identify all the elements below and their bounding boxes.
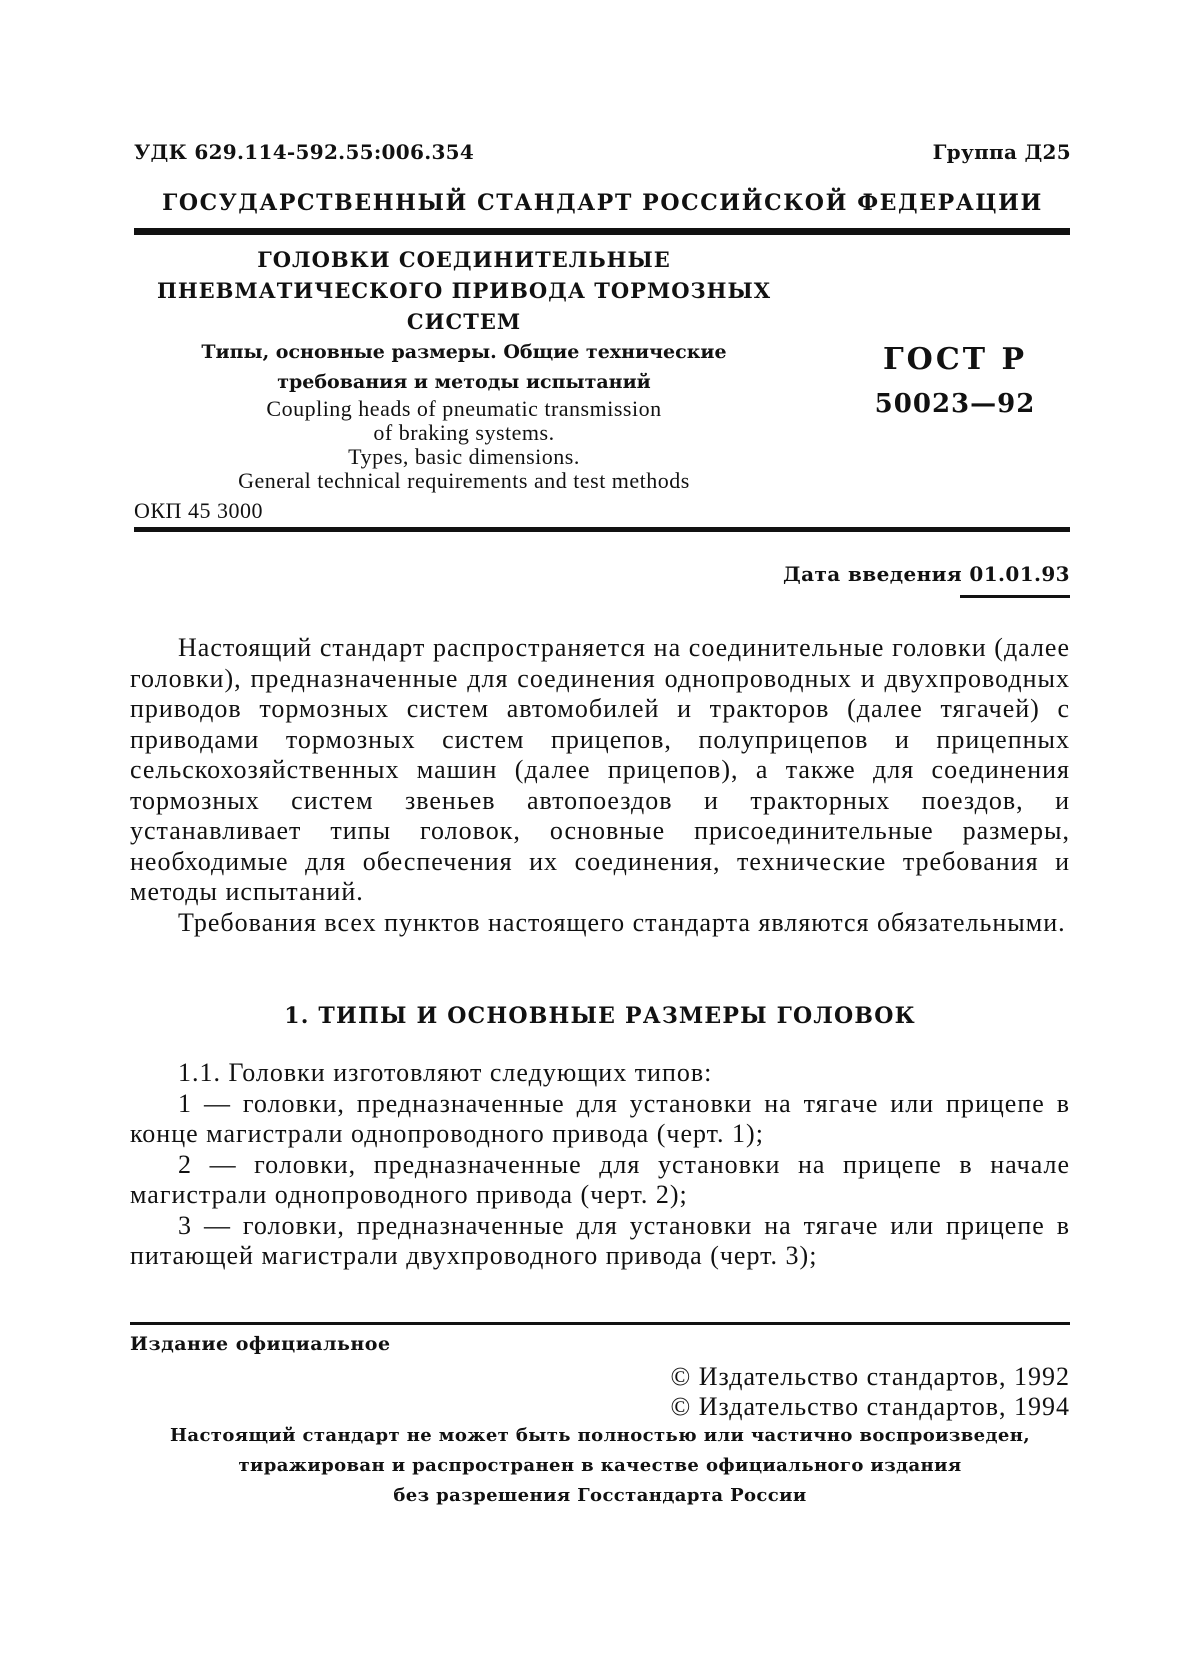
subtitle-line-1: Типы, основные размеры. Общие технические	[201, 341, 727, 363]
footer-rule	[130, 1322, 1070, 1325]
date-underline	[960, 595, 1070, 598]
notice-line-1: Настоящий стандарт не может быть полностью или частично воспроизведен,	[169, 1425, 1031, 1446]
top-thick-rule	[134, 228, 1070, 235]
state-standard-heading: ГОСУДАРСТВЕННЫЙ СТАНДАРТ РОССИЙСКОЙ ФЕДЕРАЦИИ	[162, 190, 1043, 216]
introduction-date: Дата введения 01.01.93	[782, 562, 1070, 586]
title-line-3: СИСТЕМ	[406, 309, 522, 334]
english-title-line-3: Types, basic dimensions.	[348, 444, 580, 469]
english-title-line-4: General technical requirements and test methods	[238, 468, 690, 493]
list-item: 3 — головки, предназначенные для установки на тягаче или прицепе в питающей магистрали двухпроводного привода (черт. 3);	[130, 1210, 1070, 1270]
list-item: 1 — головки, предназначенные для установки на тягаче или прицепе в конце магистрали однопроводного привода (черт. 1);	[130, 1088, 1070, 1148]
bottom-thick-rule	[134, 527, 1070, 532]
group-code: Группа Д25	[932, 140, 1071, 164]
copyright-1992: © Издательство стандартов, 1992	[670, 1362, 1070, 1391]
gost-label: ГОСТ Р	[882, 342, 1028, 377]
english-title-line-2: of braking systems.	[373, 420, 555, 445]
title-block	[134, 244, 794, 493]
reproduction-notice	[130, 1421, 1070, 1511]
subtitle-line-2: требования и методы испытаний	[277, 371, 651, 393]
list-item: 2 — головки, предназначенные для установки на прицепе в начале магистрали однопроводного привода (черт. 2);	[130, 1149, 1070, 1209]
gost-number: 50023—92	[874, 389, 1036, 419]
copyright-1994: © Издательство стандартов, 1994	[670, 1392, 1070, 1421]
title-line-1: ГОЛОВКИ СОЕДИНИТЕЛЬНЫЕ	[257, 247, 671, 272]
okp-code: ОКП 45 3000	[134, 498, 263, 523]
paragraph-mandatory: Требования всех пунктов настоящего стандарта являются обязательными.	[178, 907, 1066, 937]
title-line-2: ПНЕВМАТИЧЕСКОГО ПРИВОДА ТОРМОЗНЫХ	[157, 278, 771, 303]
gost-block	[840, 340, 1070, 428]
english-title-line-1: Coupling heads of pneumatic transmission	[266, 396, 662, 421]
notice-line-3: без разрешения Госстандарта России	[393, 1485, 807, 1506]
section-heading: 1. ТИПЫ И ОСНОВНЫЕ РАЗМЕРЫ ГОЛОВОК	[284, 1003, 916, 1029]
main-body	[130, 633, 1070, 938]
notice-line-2: тиражирован и распространен в качестве официального издания	[238, 1455, 962, 1476]
copyright-block	[670, 1362, 1070, 1422]
udk-code: УДК 629.114-592.55:006.354	[134, 140, 475, 164]
clause-1-1: 1.1. Головки изготовляют следующих типов:	[178, 1058, 713, 1087]
types-list	[130, 1058, 1070, 1272]
paragraph-scope: Настоящий стандарт распространяется на соединительные головки (далее головки), предназначенные для соединения однопроводных и двухпроводных приводов тормозных систем автомобилей и тракторов (далее тягачей) с приводами тормозных систем прицепов, полуприцепов и прицепных сельскохозяйственных машин (далее прицепов), а также для соединения тормозных систем звеньев автопоездов и тракторных поездов, и устанавливает типы головок, основные присоединительные размеры, необходимые для обеспечения их соединения, технические требования и методы испытаний.	[130, 633, 1070, 906]
official-edition: Издание официальное	[130, 1333, 391, 1355]
